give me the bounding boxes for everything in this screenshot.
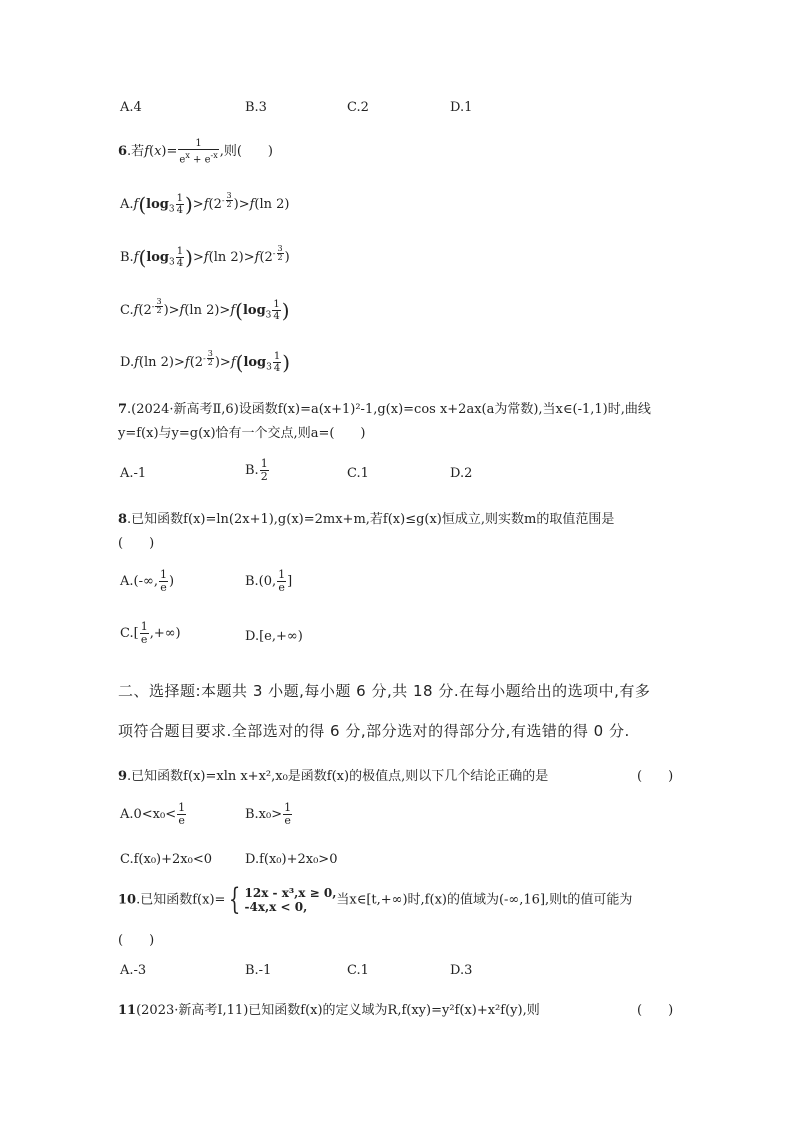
q6-option-a: $A.f(\log_3$ $\frac{1}{4}$ )$>f(2^{- \frac{3}{2}}$ )>f(ln 2)	[120, 191, 290, 217]
q9-number: 9	[118, 769, 128, 784]
q6-stem: 6.若f(x)= $\frac{1}{e^x + e^{-x}}$ ,则( )	[118, 138, 273, 166]
q7-stem-line1: 7.(2024·新高考Ⅱ,6)设函数f(x)=a(x+1)²-1,g(x)=cos x+2ax(a为常数),当x∈(-1,1)时,曲线	[118, 402, 651, 417]
q6-option-b: $B.f(\log_3$ $\frac{1}{4}$ )>f(ln $2)>f(2^{- \frac{3}{2}}$ )	[120, 244, 290, 270]
q11-answer-paren: ( )	[637, 1003, 674, 1018]
q8-number: 8	[118, 512, 128, 527]
q8-option-b: B.(0, $\frac{1}{e}$ ]	[245, 568, 293, 594]
q9-option-a: A.0<x₀< $\frac{1}{e}$	[120, 801, 186, 827]
q10-option-b: B.-1	[245, 963, 272, 978]
q7-option-c: C.1	[347, 466, 369, 481]
q8-option-a: A.(-∞, $\frac{1}{e}$ )	[120, 568, 175, 594]
q6-number: 6	[118, 144, 128, 160]
q10-option-c: C.1	[347, 963, 369, 978]
q5-option-d: D.1	[450, 100, 473, 115]
q10-option-a: A.-3	[120, 963, 147, 978]
q9-option-d: D.f(x₀)+2x₀>0	[245, 852, 338, 867]
q9-answer-paren: ( )	[637, 769, 674, 784]
q8-stem-line2: ( )	[118, 536, 155, 551]
q9-option-b: B.x₀> $\frac{1}{e}$	[245, 801, 292, 827]
q7-option-b: B. $\frac{1}{2}$	[245, 457, 268, 483]
q5-option-b: B.3	[245, 100, 267, 115]
q5-option-a: A.4	[120, 100, 142, 115]
q6-option-c: $C.f(2^{- \frac{3}{2}}$ )>f(ln $2)>f(\log_3$ $\frac{1}{4}$ )	[120, 297, 290, 323]
q7-option-d: D.2	[450, 466, 473, 481]
q7-number: 7	[118, 402, 128, 417]
q8-stem-line1: 8.已知函数f(x)=ln(2x+1),g(x)=2mx+m,若f(x)≤g(x)恒成立,则实数m的取值范围是	[118, 512, 615, 527]
q10-number: 10	[118, 892, 137, 908]
q10-stem: 10.已知函数f(x)= { 12x - x³,x ≥ 0, -4x,x < 0, 当x∈[t,+∞)时,f(x)的值域为(-∞,16],则t的值可能为	[118, 882, 633, 917]
q8-option-d: D.[e,+∞)	[245, 629, 303, 644]
q9-stem: 9.已知函数f(x)=xln x+x²,x₀是函数f(x)的极值点,则以下几个结论正确的是	[118, 769, 549, 784]
q10-piecewise: 12x - x³,x ≥ 0, -4x,x < 0,	[244, 886, 337, 914]
q7-stem-line2: y=f(x)与y=g(x)恰有一个交点,则a=( )	[118, 426, 366, 441]
q7-option-a: A.-1	[120, 466, 147, 481]
q9-option-c: C.f(x₀)+2x₀<0	[120, 852, 212, 867]
q10-stem-line2: ( )	[118, 933, 155, 948]
q8-option-c: C.[ $\frac{1}{e}$ ,+∞)	[120, 620, 181, 646]
q5-option-c: C.2	[347, 100, 369, 115]
q11-number: 11	[118, 1003, 137, 1018]
q10-option-d: D.3	[450, 963, 473, 978]
section2-heading-line2: 项符合题目要求.全部选对的得 6 分,部分选对的得部分分,有选错的得 0 分.	[118, 722, 630, 740]
q6-option-d: D.f(ln $2)>f(2^{- \frac{3}{2}}$ )$>f(\log_3$ $\frac{1}{4}$ )	[120, 349, 291, 375]
section2-heading-line1: 二、选择题:本题共 3 小题,每小题 6 分,共 18 分.在每小题给出的选项中,有多	[118, 682, 651, 700]
q11-stem: 11(2023·新高考Ⅰ,11)已知函数f(x)的定义域为R,f(xy)=y²f(x)+x²f(y),则	[118, 1003, 540, 1018]
q6-fraction: $\frac{1}{e^x + e^{-x}}$	[179, 138, 218, 166]
